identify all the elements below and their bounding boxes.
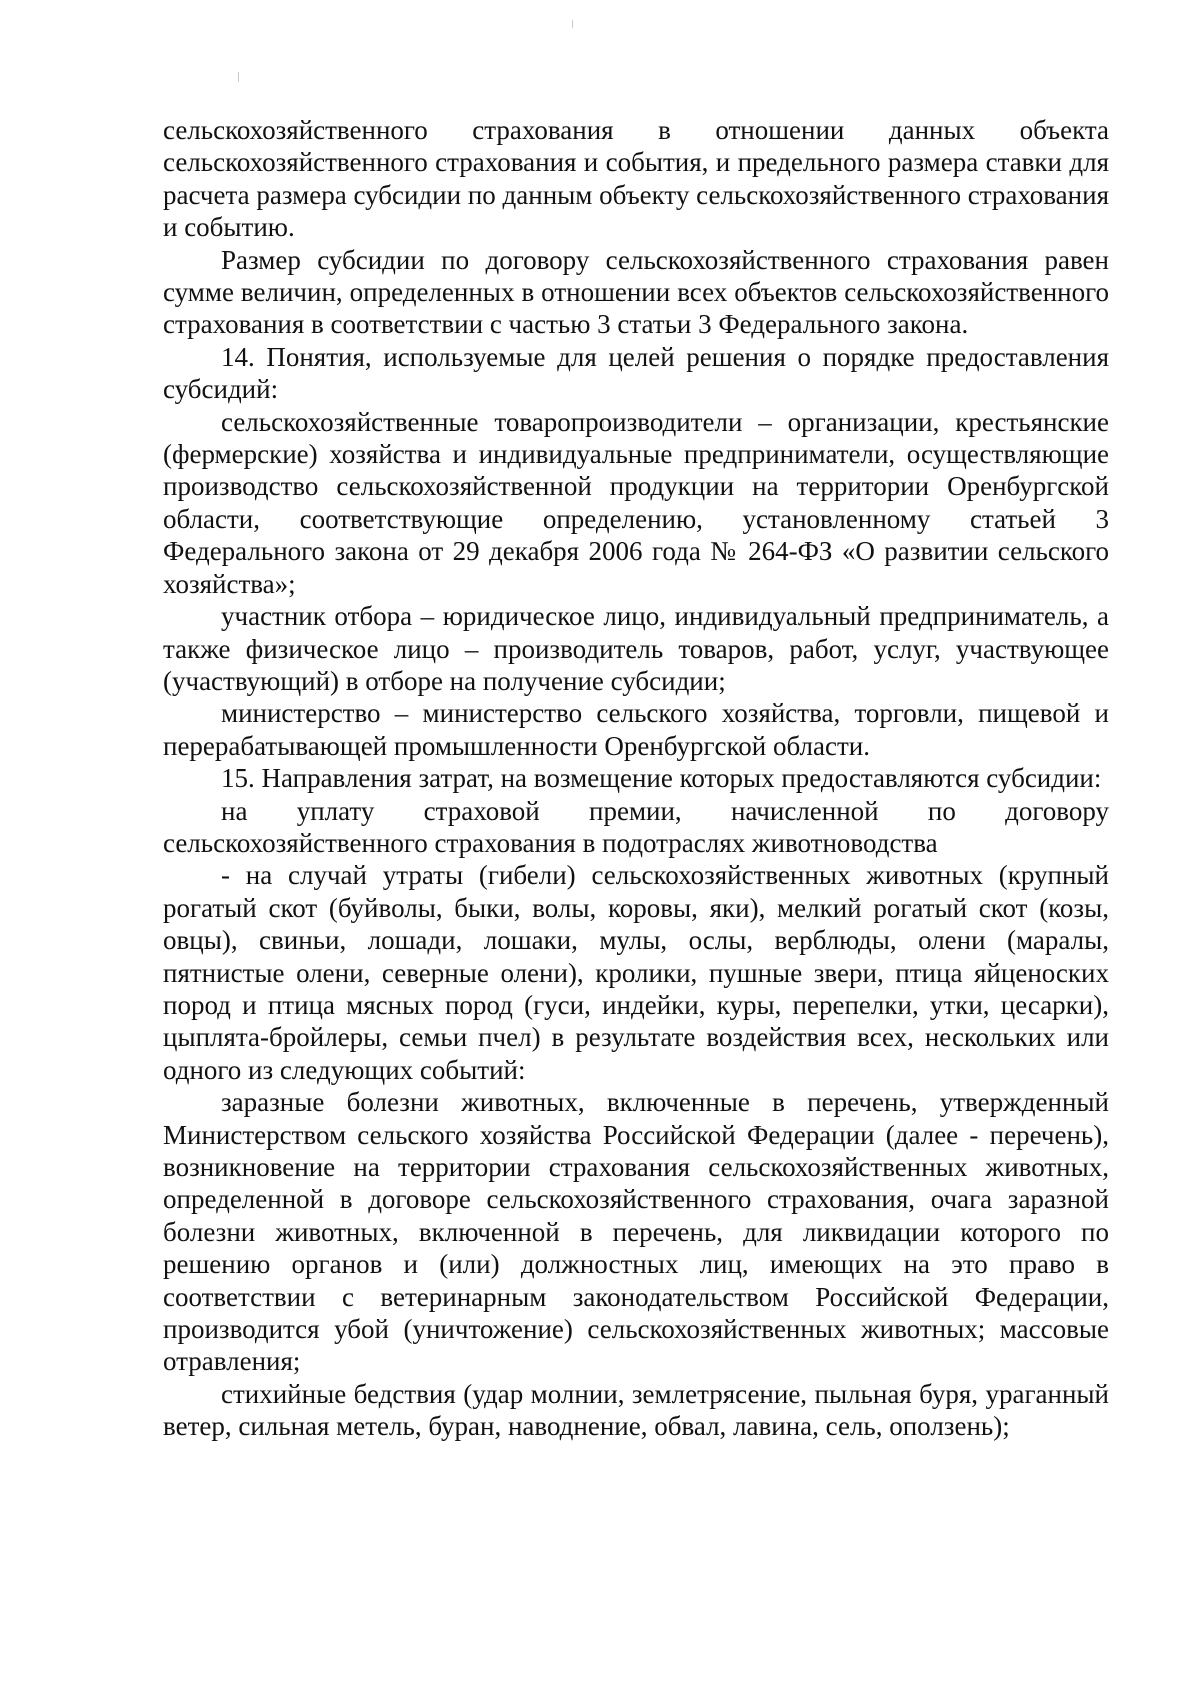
scan-artifact-mark-left — [238, 72, 239, 82]
paragraph-3: 14. Понятия, используемые для целей решения о порядке предоставления субсидий: — [163, 341, 1109, 405]
paragraph-1: сельскохозяйственного страхования в отношении данных объекта сельскохозяйственного страхования и события, и предельного размера ставки для расчета размера субсидии по данным объекту сельскохозяйственного страхования и событию. — [163, 115, 1109, 243]
paragraph-4: сельскохозяйственные товаропроизводители – организации, крестьянские (фермерские) хозяйства и индивидуальные предприниматели, осуществляющие производство сельскохозяйственной продукции на территории Оренбургской области, соответствующие определению, установленному статьей 3 Федерального закона от 29 декабря 2006 года № 264-ФЗ «О развитии сельского хозяйства»; — [163, 406, 1109, 599]
scan-artifact-mark-top — [572, 20, 573, 28]
paragraph-8: на уплату страховой премии, начисленной по договору сельскохозяйственного страхования в подотраслях животноводства — [163, 795, 1109, 858]
paragraph-11: стихийные бедствия (удар молнии, землетрясение, пыльная буря, ураганный ветер, сильная метель, буран, наводнение, обвал, лавина, сель, оползень); — [163, 1378, 1109, 1442]
paragraph-6: министерство – министерство сельского хозяйства, торговли, пищевой и перерабатывающей промышленности Оренбургской области. — [163, 698, 1109, 761]
paragraph-9: - на случай утраты (гибели) сельскохозяйственных животных (крупный рогатый скот (буйволы, быки, волы, коровы, яки), мелкий рогатый скот (козы, овцы), свиньи, лошади, лошаки, мулы, ослы, верблюды, олени (маралы, пятнистые олени, северные олени), кролики, пушные звери, птица яйценоских пород и птица мясных пород (гуси, индейки, куры, перепелки, утки, цесарки), цыплята-бройлеры, семьи пчел) в результате воздействия всех, нескольких или одного из следующих событий: — [163, 860, 1109, 1085]
paragraph-5: участник отбора – юридическое лицо, индивидуальный предприниматель, а также физическое лицо – производитель товаров, работ, услуг, участвующее (участвующий) в отборе на получение субсидии; — [163, 601, 1109, 696]
paragraph-2: Размер субсидии по договору сельскохозяйственного страхования равен сумме величин, определенных в отношении всех объектов сельскохозяйственного страхования в соответствии с частью 3 статьи 3 Федерального закона. — [163, 244, 1109, 340]
document-body — [163, 114, 1109, 1443]
paragraph-10: заразные болезни животных, включенные в перечень, утвержденный Министерством сельского хозяйства Российской Федерации (далее - перечень), возникновение на территории страхования сельскохозяйственных животных, определенной в договоре сельскохозяйственного страхования, очага заразной болезни животных, включенной в перечень, для ликвидации которого по решению органов и (или) должностных лиц, имеющих на это право в соответствии с ветеринарным законодательством Российской Федерации, производится убой (уничтожение) сельскохозяйственных животных; массовые отравления; — [163, 1087, 1109, 1377]
paragraph-7: 15. Направления затрат, на возмещение которых предоставляются субсидии: — [221, 763, 1102, 794]
